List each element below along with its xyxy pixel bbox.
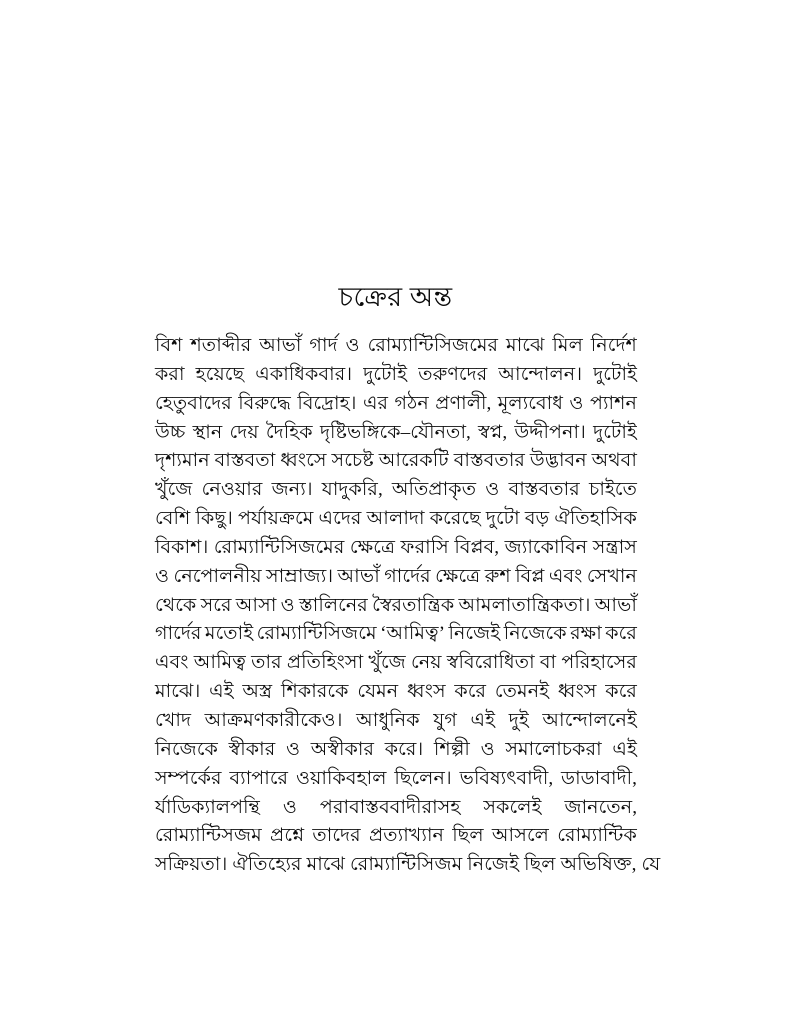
body-word: সরে xyxy=(200,594,232,616)
body-word: বিপ্ল xyxy=(515,565,545,587)
body-word: নিজেকে xyxy=(503,623,567,645)
body-word: আন্দোলন। xyxy=(498,363,583,385)
body-word: ও xyxy=(480,738,495,760)
body-word: স্থান xyxy=(192,421,223,443)
body-word: আসলে xyxy=(491,825,549,847)
body-word: সকলেই xyxy=(483,796,542,818)
body-word: স্ববিরোধিতা xyxy=(446,652,535,674)
body-word: আরেকটি xyxy=(378,450,449,472)
body-word: আলাদা xyxy=(366,508,425,530)
body-word: প্রত্যাখ্যান xyxy=(368,825,444,847)
body-word: সচেষ্ট xyxy=(331,450,374,472)
body-word: ছিলেন। xyxy=(394,767,452,789)
body-word: সন্ত্রাস xyxy=(592,536,637,558)
body-word: ঐতিহ্যের xyxy=(232,854,302,876)
body-word: এদের xyxy=(318,508,362,530)
body-word: আধুনিক xyxy=(356,709,420,731)
body-word: বিদ্রোহ। xyxy=(297,392,357,414)
body-word: ‘আমিত্ব’ xyxy=(380,623,446,645)
body-word: র্যাডিক্যালপন্থি xyxy=(155,796,260,818)
body-line xyxy=(155,476,637,505)
body-word: ধ্বংসে xyxy=(280,450,327,472)
body-word: মাঝে xyxy=(306,854,346,876)
body-word: ও xyxy=(345,335,360,356)
body-word: বড় xyxy=(524,508,550,530)
body-word: ডাডাবাদী, xyxy=(560,767,637,789)
body-word: প্যাশন xyxy=(589,392,637,414)
body-word: করা xyxy=(155,363,185,385)
body-word: বাস্তবতার xyxy=(508,479,580,501)
body-word: উদ্দীপনা। xyxy=(514,421,586,443)
body-word: করে xyxy=(605,681,637,703)
body-word: ক্ষেত্রে xyxy=(435,565,481,587)
body-line xyxy=(155,419,637,448)
body-word: দুই xyxy=(508,709,529,731)
body-word: করেছে xyxy=(429,508,481,530)
body-word: হেতুবাদের xyxy=(155,392,232,414)
body-word: এই xyxy=(612,738,637,760)
body-word: দৃশ্যমান xyxy=(155,450,210,472)
body-word: নিজেকে xyxy=(155,738,218,760)
page-title: চক্রের অন্ত xyxy=(338,282,453,313)
body-word: নির্দেশ xyxy=(590,335,637,356)
body-word: অথবা xyxy=(591,450,637,472)
body-line xyxy=(155,620,637,649)
body-line xyxy=(155,707,637,736)
body-word: ও xyxy=(485,479,500,501)
body-word: পরাবাস্তববাদীরাসহ xyxy=(319,796,461,818)
body-word: আসা xyxy=(235,594,277,616)
body-word: নিজেই xyxy=(467,854,520,876)
body-word: যে xyxy=(641,854,661,876)
body-line xyxy=(155,534,637,563)
body-word: রোম্যান্টিসিজমের xyxy=(367,335,499,356)
body-word: এই xyxy=(470,709,496,731)
body-word: তেমনই xyxy=(494,681,550,703)
body-word: বাস্তবতার xyxy=(453,450,525,472)
body-word: আভাঁ xyxy=(259,335,302,356)
body-line xyxy=(155,765,637,794)
body-word: ছিল xyxy=(452,825,484,847)
body-word: রোম্যান্টিক xyxy=(557,825,637,847)
body-word: ও xyxy=(155,565,170,587)
body-word: নেয় xyxy=(411,652,442,674)
body-word: বিপ্লব, xyxy=(454,536,500,558)
body-line xyxy=(155,390,637,419)
body-word: ধ্বংস xyxy=(557,681,597,703)
body-word: মতোই xyxy=(204,623,254,645)
body-word: যুগ xyxy=(433,709,457,731)
body-word: দুটোই xyxy=(593,363,637,385)
body-word: শিল্পী xyxy=(433,738,470,760)
body-word: রোম্যান্টিসিজমের xyxy=(213,536,345,558)
body-word: আভাঁ xyxy=(594,594,637,616)
body-word: শিকারকে xyxy=(281,681,349,703)
body-word: রুশ xyxy=(484,565,511,587)
body-line xyxy=(155,794,637,823)
body-word: মাঝে xyxy=(506,335,545,356)
body-word: রোম্যান্টিসিজমে xyxy=(256,623,377,645)
body-word: স্বৈরতান্ত্রিক xyxy=(372,594,455,616)
body-word: অস্ত্র xyxy=(242,681,273,703)
body-word: শতাব্দীর xyxy=(190,335,252,356)
body-word: মাঝে। xyxy=(155,681,201,703)
body-word: অস্বীকার xyxy=(310,738,375,760)
body-word: সেখান xyxy=(586,565,637,587)
body-word: বিশ xyxy=(155,335,183,356)
body-word: স্তালিনের xyxy=(299,594,368,616)
body-word: ফরাসি xyxy=(400,536,449,558)
body-word: বিকাশ। xyxy=(155,536,209,558)
body-word: যেমন xyxy=(357,681,399,703)
body-word: দৃষ্টিভঙ্গিকে–যৌনতা, xyxy=(319,421,471,443)
body-word: একাধিকবার। xyxy=(255,363,353,385)
body-word: অভিষিক্ত, xyxy=(560,854,637,876)
body-word: বেশি xyxy=(155,508,191,530)
body-word: আক্রমণকারীকেও। xyxy=(204,709,343,731)
body-word: আন্দোলনেই xyxy=(542,709,637,731)
body-word: স্বপ্ন, xyxy=(478,421,508,443)
body-line xyxy=(155,649,637,678)
body-word: প্রশ্নে xyxy=(270,825,305,847)
body-word: পরিহাসের xyxy=(561,652,637,674)
body-line xyxy=(155,822,637,851)
body-word: খুঁজে xyxy=(368,652,406,674)
body-word: ছিল xyxy=(524,854,556,876)
body-word: রক্ষা xyxy=(570,623,602,645)
body-word: করে। xyxy=(384,738,424,760)
body-word: আভাঁ xyxy=(337,565,380,587)
body-word: বাস্তবতা xyxy=(214,450,276,472)
body-word: এই xyxy=(209,681,234,703)
body-word: গার্দের xyxy=(384,565,431,587)
body-word: এর xyxy=(362,392,389,414)
body-word: তাদের xyxy=(312,825,361,847)
body-word: সম্পর্কের xyxy=(155,767,222,789)
body-word: বা xyxy=(539,652,557,674)
body-word: করে xyxy=(454,681,487,703)
body-word: ও xyxy=(569,392,584,414)
body-line xyxy=(155,736,637,765)
body-word: দেয় xyxy=(229,421,259,443)
body-word: দুটোই xyxy=(363,363,408,385)
body-word: স্বীকার xyxy=(228,738,276,760)
body-word: মূল্যবোধ xyxy=(497,392,563,414)
body-word: খোদ xyxy=(155,709,192,731)
body-word: আমিত্ব xyxy=(193,652,246,674)
body-word: দৈহিক xyxy=(265,421,313,443)
body-word: অতিপ্রাকৃত xyxy=(391,479,477,501)
body-line xyxy=(155,447,637,476)
body-word: রোম্যান্টিসজম xyxy=(155,825,262,847)
body-word: সাম্রাজ্য। xyxy=(266,565,334,587)
body-word: রোম্যান্টিসিজম xyxy=(350,854,463,876)
body-word: ও xyxy=(282,796,297,818)
body-word: মিল xyxy=(552,335,583,356)
body-word: তরুণদের xyxy=(418,363,488,385)
body-word: বিরুদ্ধে xyxy=(238,392,291,414)
body-word: জন্য। xyxy=(271,479,313,501)
body-word: ও xyxy=(285,738,301,760)
body-word: জ্যাকোবিন xyxy=(504,536,588,558)
body-word: সমালোচকরা xyxy=(505,738,602,760)
body-word: কিছু। xyxy=(195,508,233,530)
body-word: ব্যাপারে xyxy=(229,767,289,789)
body-word: এবং xyxy=(548,565,583,587)
body-word: জানতেন, xyxy=(564,796,637,818)
body-word: নেপোলনীয় xyxy=(173,565,262,587)
body-word: দুটোই xyxy=(593,421,637,443)
body-word: নিজেই xyxy=(448,623,501,645)
body-word: উদ্ভাবন xyxy=(529,450,587,472)
body-word: আমলাতান্ত্রিকতা। xyxy=(458,594,591,616)
body-word: এবং xyxy=(155,652,189,674)
body-line xyxy=(155,332,637,361)
body-word: প্রণালী, xyxy=(435,392,492,414)
body-line xyxy=(155,678,637,707)
body-word: গার্দের xyxy=(155,623,202,645)
body-word: চাইতে xyxy=(588,479,637,501)
body-word: ধ্বংস xyxy=(407,681,446,703)
body-line xyxy=(155,361,637,390)
body-word: প্রতিহিংসা xyxy=(286,652,364,674)
body-word: গার্দ xyxy=(309,335,338,356)
body-word: যাদুকরি, xyxy=(321,479,383,501)
body-word: গঠন xyxy=(394,392,429,414)
body-line xyxy=(155,592,637,621)
body-word: ঐতিহাসিক xyxy=(554,508,637,530)
body-paragraph xyxy=(155,332,661,880)
body-word: ভবিষ্যৎবাদী, xyxy=(459,767,554,789)
body-line xyxy=(155,563,637,592)
body-line xyxy=(155,505,637,534)
body-word: করে xyxy=(605,623,637,645)
body-word: সক্রিয়তা। xyxy=(155,854,228,876)
body-word: পর্যায়ক্রমে xyxy=(238,508,314,530)
body-word: ওয়াকিবহাল xyxy=(295,767,387,789)
body-word: খুঁজে xyxy=(155,479,193,501)
body-word: থেকে xyxy=(155,594,197,616)
body-word: ক্ষেত্রে xyxy=(349,536,396,558)
body-word: উচ্চ xyxy=(155,421,186,443)
body-word: দুটো xyxy=(485,508,520,530)
body-word: ও xyxy=(280,594,295,616)
body-word: হয়েছে xyxy=(195,363,245,385)
body-word: তার xyxy=(251,652,282,674)
body-word: নেওয়ার xyxy=(201,479,263,501)
body-line xyxy=(155,851,661,880)
